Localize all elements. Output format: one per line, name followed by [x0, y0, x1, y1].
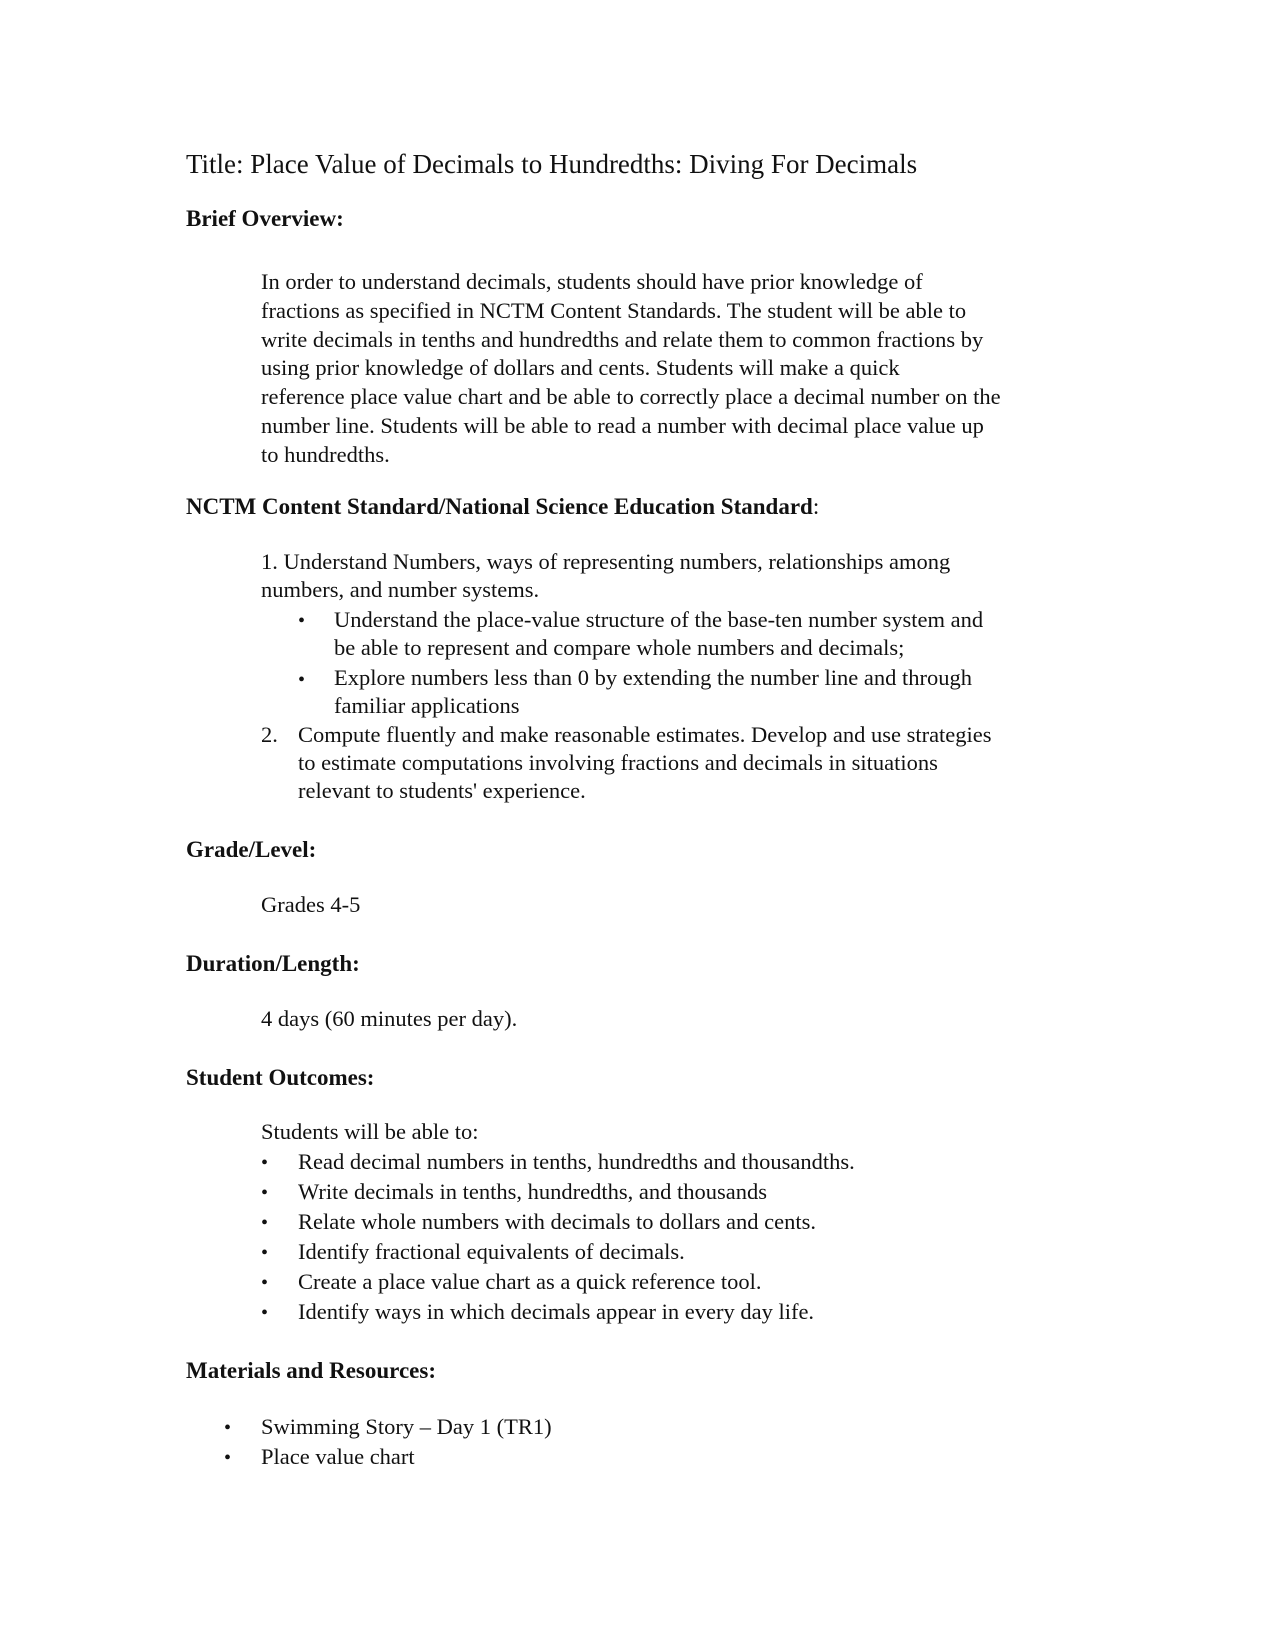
overview-paragraph: [261, 268, 1101, 470]
overview-line: write decimals in tenths and hundredths and relate them to common fractions by: [261, 326, 984, 352]
grade-value: Grades 4-5: [261, 892, 361, 917]
bullet-icon: •: [224, 1447, 232, 1469]
heading-duration: Duration/Length:: [186, 951, 360, 976]
bullet-icon: •: [261, 1182, 269, 1204]
outcome-item: Identify ways in which decimals appear in every day life.: [298, 1299, 815, 1324]
page-title: Title: Place Value of Decimals to Hundredths: Diving For Decimals: [186, 149, 918, 179]
standards-heading-text: NCTM Content Standard/National Science Education Standard: [186, 494, 813, 519]
heading-grade-level: Grade/Level:: [186, 837, 317, 862]
bullet-icon: •: [298, 610, 306, 632]
overview-line: In order to understand decimals, students should have prior knowledge of: [261, 269, 923, 294]
standard-item-2-line: Compute fluently and make reasonable estimates. Develop and use strategies: [298, 722, 992, 747]
standard-item-2-line: relevant to students' experience.: [298, 778, 586, 803]
standards-heading-colon: :: [812, 494, 820, 519]
overview-line: using prior knowledge of dollars and cents. Students will make a quick: [261, 355, 900, 381]
material-item: Place value chart: [261, 1444, 415, 1469]
standard-item-2-line: to estimate computations involving fractions and decimals in situations: [298, 750, 938, 775]
outcome-item: Write decimals in tenths, hundredths, and thousands: [298, 1179, 768, 1204]
duration-value: 4 days (60 minutes per day).: [261, 1006, 518, 1031]
standard-sub-bullet-line: Explore numbers less than 0 by extending the number line and through: [334, 665, 972, 690]
bullet-icon: •: [261, 1242, 269, 1264]
bullet-icon: •: [261, 1212, 269, 1234]
bullet-icon: •: [298, 669, 306, 691]
outcome-item: Identify fractional equivalents of decimals.: [298, 1239, 685, 1264]
bullet-icon: •: [261, 1302, 269, 1324]
standard-item-1-line: numbers, and number systems.: [261, 577, 540, 602]
heading-standards: [186, 493, 819, 521]
heading-student-outcomes: Student Outcomes:: [186, 1065, 375, 1090]
standard-sub-bullet-line: be able to represent and compare whole numbers and decimals;: [334, 635, 905, 660]
heading-materials: Materials and Resources:: [186, 1358, 436, 1383]
bullet-icon: •: [224, 1417, 232, 1439]
overview-line: fractions as specified in NCTM Content Standards. The student will be able to: [261, 297, 967, 323]
material-item: Swimming Story – Day 1 (TR1): [261, 1414, 552, 1439]
standard-item-2-number: 2.: [261, 722, 278, 747]
outcome-item: Relate whole numbers with decimals to dollars and cents.: [298, 1209, 816, 1234]
outcomes-intro: Students will be able to:: [261, 1119, 479, 1144]
overview-line: reference place value chart and be able to correctly place a decimal number on the: [261, 384, 1001, 410]
outcome-item: Read decimal numbers in tenths, hundredths and thousandths.: [298, 1149, 855, 1174]
outcome-item: Create a place value chart as a quick reference tool.: [298, 1269, 762, 1294]
overview-line: to hundredths.: [261, 441, 390, 467]
bullet-icon: •: [261, 1272, 269, 1294]
standard-item-1-line: 1. Understand Numbers, ways of representing numbers, relationships among: [261, 549, 951, 574]
standard-sub-bullet-line: Understand the place-value structure of the base-ten number system and: [334, 607, 984, 632]
heading-brief-overview: Brief Overview:: [186, 206, 344, 231]
standard-sub-bullet-line: familiar applications: [334, 693, 520, 718]
overview-line: number line. Students will be able to read a number with decimal place value up: [261, 412, 984, 438]
bullet-icon: •: [261, 1152, 269, 1174]
